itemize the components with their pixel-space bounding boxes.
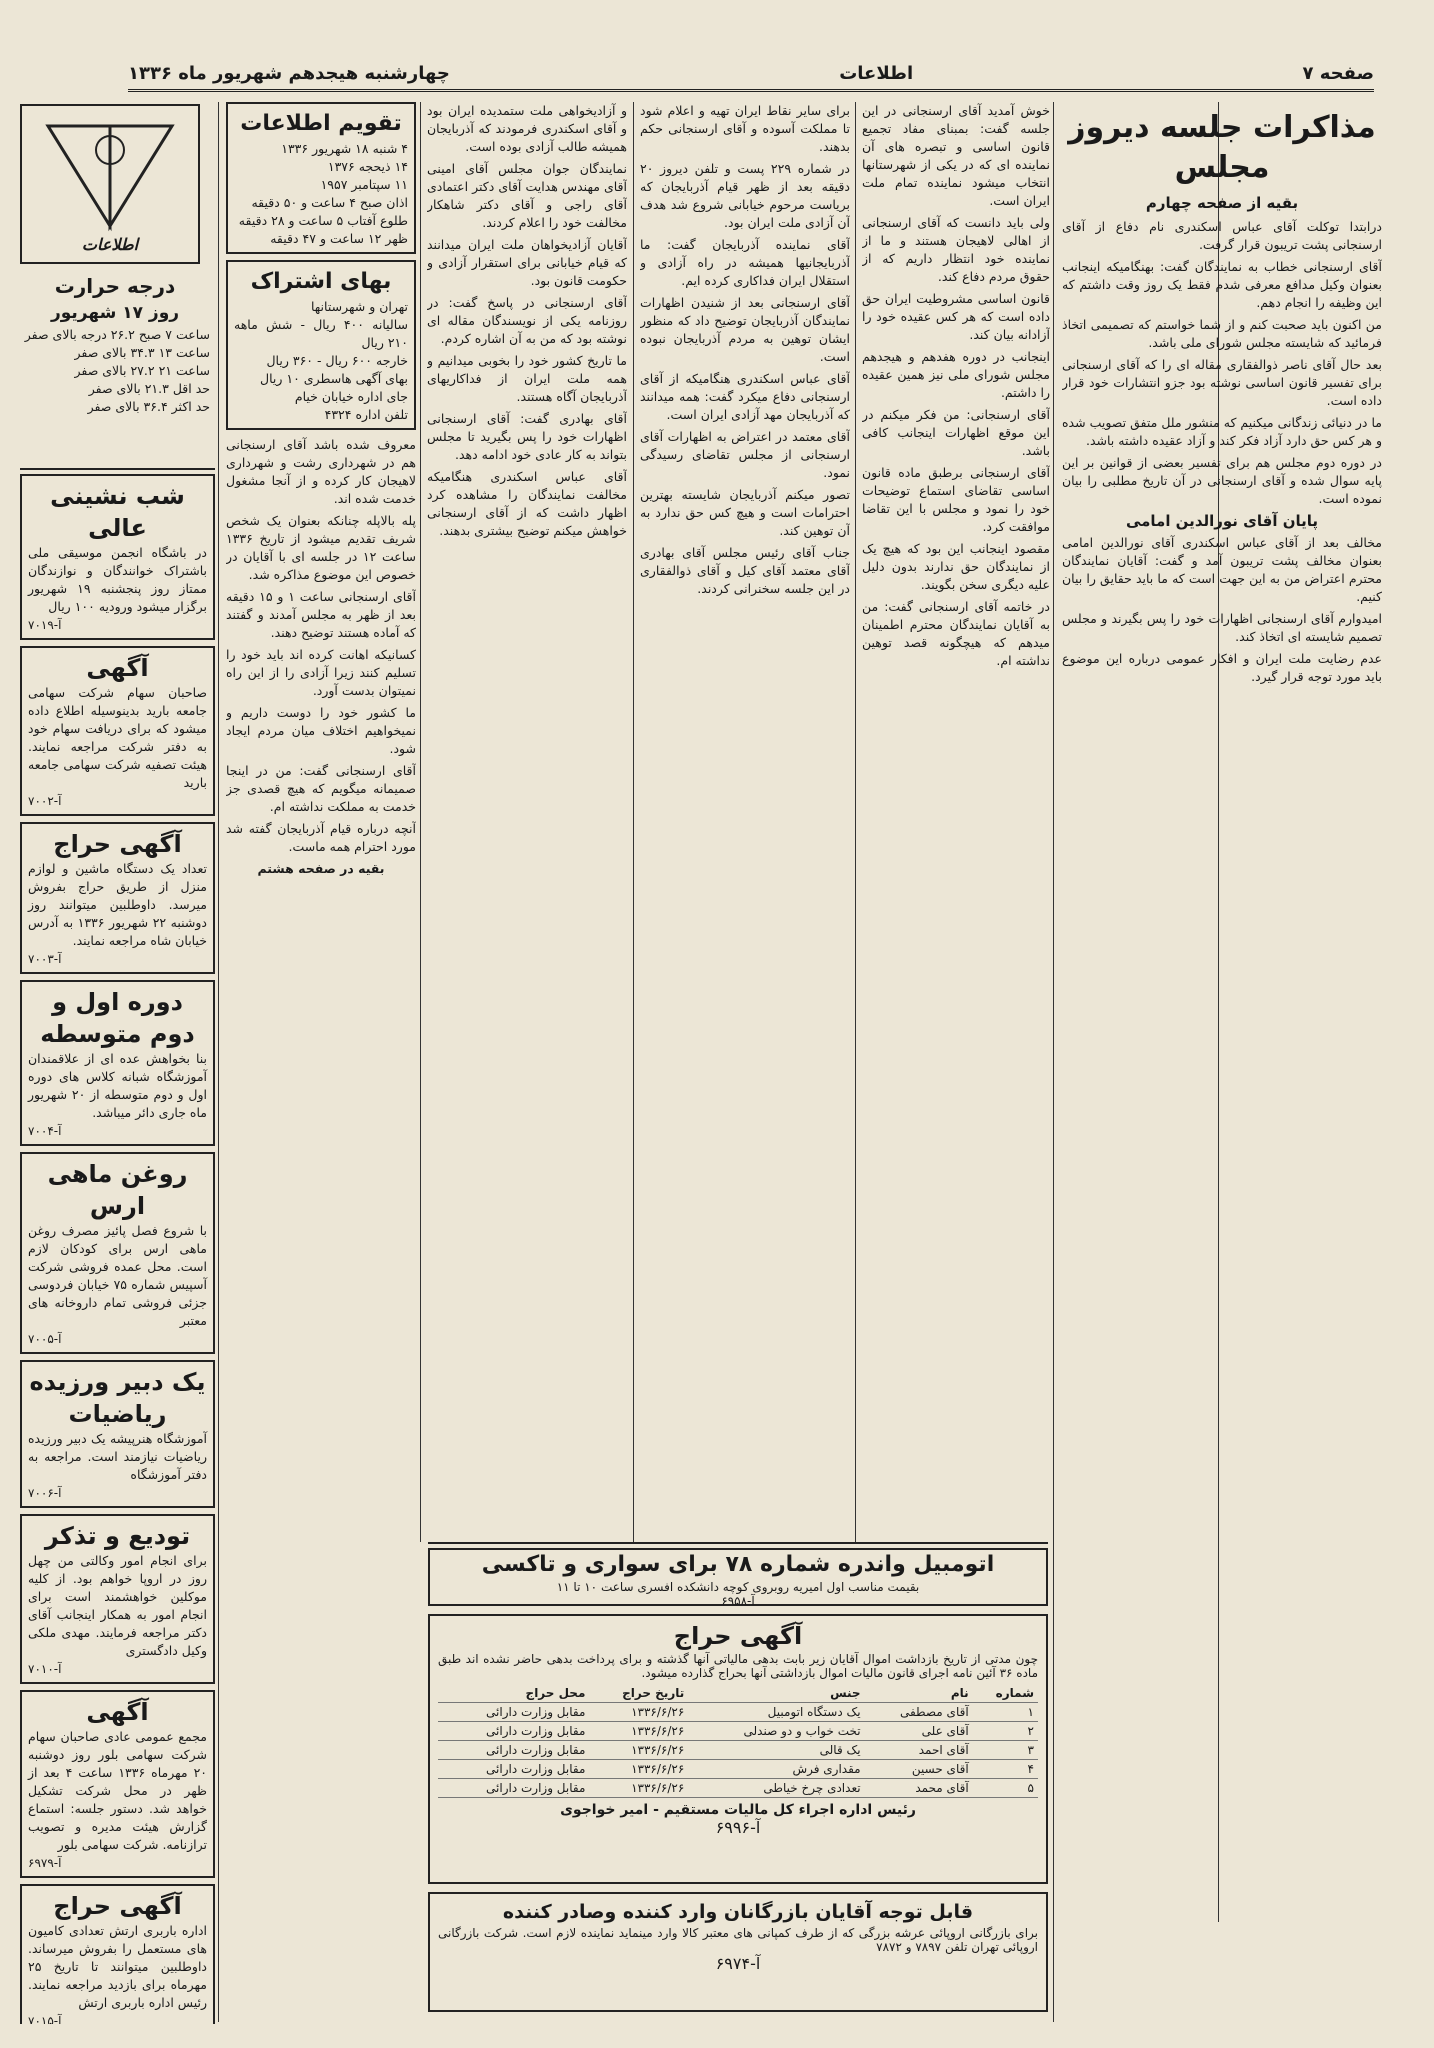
paragraph: تصور میکنم آذربایجان شایسته بهترین احترامات است و هیچ کس حق ندارد به آن توهین کند. [640,487,850,538]
table-cell: ۱۳۳۶/۶/۲۶ [589,1722,688,1741]
auction-intro: چون مدتی از تاریخ بازداشت اموال آقایان زیر بابت بدهی مالیاتی آنها گذشته و برای پرداخت بدهی حاضر نشده اند طبق ماده ۳۶ آئین نامه اجرای قانون مالیات اموال بازداشتی آنها بحراج گذارده میشود. [438,1652,1038,1680]
paragraph: کسانیکه اهانت کرده اند باید خود را تسلیم کنند زیرا آزادی را از این راه نمیتوان بدست آورد. [226,647,416,698]
table-cell: آقای علی [865,1722,973,1741]
column-header: تاریخ حراج [589,1684,688,1703]
subscription-title: بهای اشتراک [250,269,392,294]
paragraph: آقایان آزادیخواهان ملت ایران میدانند که قیام خیابانی برای استقرار آزادی و حکومت قانون بود. [427,237,627,288]
paragraph: قانون اساسی مشروطیت ایران حق داده است که هر کس عقیده خود را آزادانه بیان کند. [862,291,1050,342]
paragraph: آقای ارسنجانی در پاسخ گفت: در روزنامه یکی از نویسندگان مقاله ای نوشته بود که من به آن اشاره کردم. [427,295,627,346]
paragraph: در شماره ۲۲۹ پست و تلفن دیروز ۲۰ دقیقه بعد از ظهر قیام آذربایجان که بریاست مرحوم خیابانی شروع شد هدف آن آزادی ملت ایران بود. [640,161,850,230]
column-header: جنس [688,1684,864,1703]
paragraph: عدم رضایت ملت ایران و افکار عمومی درباره این موضوع باید مورد توجه قرار گیرد. [1062,651,1382,684]
paper-name: اطلاعات [839,63,914,84]
temperature-title: درجه حرارت [54,274,176,298]
paragraph: در دوره دوم مجلس هم برای تفسیر بعضی از قوانین بر این پایه سوال شده و آقای ارسنجانی در آن تاریخ مطلبی را بیان نموده است. [1062,455,1382,506]
banner-title: اتومبیل واندره شماره ۷۸ برای سواری و تاکسی [481,1552,995,1577]
calendar-box [226,102,416,254]
ad-title: یک دبیر ورزیده ریاضیات [29,1368,206,1428]
column-header: نام [865,1684,973,1703]
ad-body: با شروع فصل پائیز مصرف روغن ماهی ارس برای کودکان لازم است. محل عمده فروشی شرکت آسپیس شماره ۷۵ خیابان فردوسی جزئی فروشی تمام داروخانه های معتبر [28,1223,207,1328]
divider [428,1542,1048,1544]
paragraph: ولی باید دانست که آقای ارسنجانی از اهالی لاهیجان هستند و ما از نماینده خود انتظار داریم که از حقوق مردم دفاع کند. [862,215,1050,284]
ad-code: آ-۷۰۱۹ [28,618,62,632]
column-rule [855,102,856,1542]
article-column-4 [427,102,627,1542]
article-column-5 [226,102,416,1542]
table-row [438,1722,1038,1741]
paragraph: پله بالاپله چنانکه بعنوان یک شخص شریف تقدیم میشود از تاریخ ۱۳۳۶ ساعت ۱۲ در جلسه ای با آقایان در خصوص این موضوع مذاکره شد. [226,513,416,582]
table-cell: مقابل وزارت دارائی [438,1760,589,1779]
calendar-row: ۴ شنبه ۱۸ شهریور ۱۳۳۶ [281,141,408,156]
table-cell: ۳ [973,1741,1038,1760]
ad-body: در باشگاه انجمن موسیقی ملی باشتراک خوانندگان و نوازندگان ممتاز روز پنجشنبه ۱۹ شهریور برگزار میشود ورودیه ۱۰۰ ریال [28,545,207,614]
ad-block [20,1514,215,1684]
ad-title: روغن ماهی ارس [47,1160,188,1220]
subscription-box [226,260,416,430]
paragraph: درابتدا توکلت آقای عباس اسکندری نام دفاع از آقای ارسنجانی پشت تریبون قرار گرفت. [1062,219,1382,252]
column-rule [420,102,421,1542]
temperature-row: ساعت ۱۳ ۳۴.۳ بالای صفر [74,345,210,360]
main-article [1062,102,1382,2022]
temperature-row: ساعت ۷ صبح ۲۶.۲ درجه بالای صفر [24,327,210,342]
calendar-row: طلوع آفتاب ۵ ساعت و ۲۸ دقیقه [238,213,408,228]
ad-body: بنا بخواهش عده ای از علاقمندان آموزشگاه شبانه کلاس های دوره اول و دوم متوسطه از ۲۰ شهریور ماه جاری دائر میباشد. [28,1051,207,1120]
table-cell: ۱ [973,1703,1038,1722]
paragraph: ما در دنیائی زندگانی میکنیم که منشور ملل متفق تصویب شده و هر کس حق دارد آزاد فکر کند و آزاد عقیده داشته باشد. [1062,415,1382,448]
table-cell: یک دستگاه اتومبیل [688,1703,864,1722]
paragraph: مقصود اینجانب این بود که هیچ یک از نمایندگان حق ندارند بدون دلیل علیه دیگری سخن بگویند. [862,541,1050,592]
ad-code: آ-۷۰۰۳ [28,952,62,966]
paragraph: آقای ارسنجانی گفت: من در اینجا صمیمانه میگویم که هیچ قصدی جز خدمت به مملکت نداشته ام. [226,763,416,814]
merchant-notice [428,1892,1048,2012]
column-header: محل حراج [438,1684,589,1703]
table-cell: ۴ [973,1760,1038,1779]
paragraph: ما کشور خود را دوست داریم و نمیخواهیم اختلاف میان مردم ایجاد شود. [226,705,416,756]
ad-title: آگهی حراج [53,830,182,858]
ad-block [20,1690,215,1878]
paragraph: ما تاریخ کشور خود را بخوبی میدانیم و همه ملت ایران از فداکاریهای آذربایجان آگاه هستند. [427,353,627,404]
ad-block [20,1884,215,2024]
table-cell: ۱۳۳۶/۶/۲۶ [589,1741,688,1760]
table-cell: ۲ [973,1722,1038,1741]
temperature-row: حد اقل ۲۱.۳ بالای صفر [88,381,210,396]
divider [20,468,215,470]
ad-block [20,1152,215,1354]
article-headline: مذاکرات جلسه دیروز مجلس [1068,110,1376,185]
subscription-line: بهای آگهی هاسطری ۱۰ ریال [260,371,408,386]
ad-code: آ-۷۰۱۵ [28,2014,62,2024]
column-rule [633,102,634,1542]
ad-title: شب نشینی عالی [50,482,185,542]
page-label: صفحه ۷ [1302,63,1374,84]
ad-block [20,822,215,974]
masthead [128,58,1374,92]
auction-notice [428,1614,1048,1884]
table-cell: ۱۳۳۶/۶/۲۶ [589,1760,688,1779]
ad-code: آ-۷۰۱۰ [28,1662,62,1676]
table-cell: مقابل وزارت دارائی [438,1779,589,1798]
ad-block [20,1360,215,1508]
column-header: شماره [973,1684,1038,1703]
paragraph: آقای ارسنجانی بعد از شنیدن اظهارات نمایندگان آذربایجان توضیح داد که منظور ایشان توهین به مردم آذربایجان نبوده است. [640,295,850,364]
banner-code: آ-۶۹۵۸ [721,1594,755,1608]
temperature-row: ساعت ۲۱ ۲۷.۲ بالای صفر [74,363,210,378]
paragraph: و آزادیخواهی ملت ستمدیده ایران بود و آقای اسکندری فرمودند که آذربایجان همیشه طالب آزادی بوده است. [427,103,627,154]
table-row [438,1760,1038,1779]
column-rule [218,102,219,2022]
banner-sub: بقیمت مناسب اول امیریه روبروی کوچه دانشکده افسری ساعت ۱۰ تا ۱۱ [556,1580,920,1594]
ad-title: تودیع و تذکر [44,1522,191,1550]
paragraph: مخالف بعد از آقای عباس اسکندری آقای نورالدین امامی بعنوان مخالف پشت تریبون آمد و گفت: آقایان نمایندگان محترم اعتراض من به این جهت است که ما باید حقایق را بیان کنیم. [1062,535,1382,604]
table-cell: تعدادی چرخ خیاطی [688,1779,864,1798]
ad-title: آگهی [86,1698,149,1726]
ads-column [20,474,215,2024]
ad-body: مجمع عمومی عادی صاحبان سهام شرکت سهامی بلور روز دوشنبه ۲۰ مهرماه ۱۳۳۶ ساعت ۴ بعد از ظهر در محل شرکت تشکیل خواهد شد. دستور جلسه: استماع گزارش هیئت مدیره و تصویب ترازنامه. شرکت سهامی بلور [28,1729,208,1852]
ad-code: آ-۷۰۰۵ [28,1332,62,1346]
newspaper-logo [20,104,200,264]
table-header-row [438,1684,1038,1703]
section-heading: پایان آقای نورالدین امامی [1125,512,1319,530]
auction-title: آگهی حراج [673,1622,803,1650]
paragraph: آقای بهادری گفت: آقای ارسنجانی اظهارات خود را پس بگیرید تا مجلس بتواند به کار عادی خود ادامه دهد. [427,411,627,462]
paragraph: من اکنون باید صحبت کنم و از شما خواستم که تصمیمی اتخاذ فرمائید که شایسته مجلس شورای ملی باشد. [1062,317,1382,350]
subscription-line: سالیانه ۴۰۰ ریال - شش ماهه ۲۱۰ ریال [234,317,408,350]
paragraph: خوش آمدید آقای ارسنجانی در این جلسه گفت: بمبنای مفاد تجمیع قانون اساسی و تبصره های آن نماینده ای که در یکی از شهرستانها انتخاب میشود نماینده تمام ملت ایران است. [862,103,1050,208]
notice-code: آ-۶۹۷۴ [715,1954,761,1973]
subscription-line: تلفن اداره ۴۳۲۴ [324,407,408,422]
ad-block [20,474,215,640]
ad-title: دوره اول و دوم متوسطه [40,988,195,1048]
subscription-line: جای اداره خیابان خیام [294,389,408,404]
ad-body: تعداد یک دستگاه ماشین و لوازم منزل از طریق حراج بفروش میرسد. داوطلبین میتوانند روز دوشنبه ۲۲ شهریور ۱۳۳۶ به آدرس خیابان شاه مراجعه نمایند. [28,861,207,948]
table-cell: آقای احمد [865,1741,973,1760]
logo-text: اطلاعات [81,235,139,254]
notice-title: قابل توجه آقایان بازرگانان وارد کننده وصادر کننده [502,1901,974,1923]
ad-body: صاحبان سهام شرکت سهامی جامعه بارید بدینوسیله اطلاع داده میشود که برای دریافت سهام خود به دفتر شرکت مراجعه نمایند. هیئت تصفیه شرکت سهامی جامعه بارید [28,685,207,790]
temperature-box [20,272,210,462]
calendar-title: تقویم اطلاعات [240,111,402,136]
ad-code: آ-۷۰۰۴ [28,1124,62,1138]
paragraph: آقای نماینده آذربایجان گفت: ما آذربایجانیها همیشه در راه آزادی و استقلال ایران فداکاری کرده ایم. [640,237,850,288]
table-cell: ۱۳۳۶/۶/۲۶ [589,1779,688,1798]
date-line: چهارشنبه هیجدهم شهریور ماه ۱۳۳۶ [128,63,450,84]
paragraph: در خاتمه آقای ارسنجانی گفت: من به آقایان نمایندگان محترم اطمینان میدهم که هیچگونه قصد توهین نداشته ام. [862,599,1050,668]
paragraph: آقای ارسنجانی برطبق ماده قانون اساسی تقاضای استماع توضیحات خود را نمود و مجلس با این تقاضا موافقت کرد. [862,465,1050,534]
subscription-line: تهران و شهرستانها [310,299,408,314]
paragraph: آقای عباس اسکندری هنگامیکه از آقای ارسنجانی دفاع میکرد گفت: همه میدانند که آذربایجان مهد آزادی ایران است. [640,371,850,422]
ad-title: آگهی [86,654,149,682]
ad-block [20,980,215,1146]
paragraph: آقای ارسنجانی خطاب به نمایندگان گفت: بهنگامیکه اینجانب بعنوان وکیل مدافع معرفی شدم فقط یک روز وقت داشتم که این وظیفه را انجام دهم. [1062,259,1382,310]
table-cell: مقابل وزارت دارائی [438,1703,589,1722]
ad-block [20,646,215,816]
article-column-2 [862,102,1050,1542]
paragraph: جناب آقای رئیس مجلس آقای بهادری آقای معتمد آقای کیل و آقای ذوالفقاری در این جلسه سخنرانی کردند. [640,545,850,596]
auction-table [438,1684,1038,1798]
table-row [438,1741,1038,1760]
paragraph: بعد حال آقای ناصر ذوالفقاری مقاله ای را که آقای ارسنجانی برای تفسیر قانون اساسی نوشته بود جزو انتشارات خود قرار داده است. [1062,357,1382,408]
table-cell: مقداری فرش [688,1760,864,1779]
table-row [438,1703,1038,1722]
calendar-row: ۱۱ سپتامبر ۱۹۵۷ [320,177,408,192]
table-cell: تخت خواب و دو صندلی [688,1722,864,1741]
subscription-line: خارجه ۶۰۰ ریال - ۳۶۰ ریال [266,353,408,368]
table-cell: مقابل وزارت دارائی [438,1741,589,1760]
auction-code: آ-۶۹۹۶ [715,1818,761,1837]
paragraph: معروف شده باشد آقای ارسنجانی هم در شهرداری رشت و شهرداری لاهیجان کار کرده و از آنجا مشغول خدمت شده اند. [226,437,416,506]
taxi-banner [428,1548,1048,1606]
ad-body: اداره باربری ارتش تعدادی کامیون های مستعمل را بفروش میرساند. داوطلبین میتوانند تا تاریخ ۲۵ مهرماه برای بازدید مراجعه نمایند. رئیس اداره باربری ارتش [28,1923,207,2010]
calendar-row: ظهر ۱۲ ساعت و ۴۷ دقیقه [270,231,408,246]
article-column-3 [640,102,850,1542]
table-cell: آقای مصطفی [865,1703,973,1722]
paragraph: آقای ارسنجانی: من فکر میکنم در این موقع اظهارات اینجانب کافی باشد. [862,407,1050,458]
ad-code: آ-۷۰۰۲ [28,794,62,808]
auction-footer: رئیس اداره اجراء کل مالیات مستقیم - امیر خواجوی [560,1802,916,1818]
table-row [438,1779,1038,1798]
table-cell: آقای حسین [865,1760,973,1779]
calendar-row: ۱۴ ذیحجه ۱۳۷۶ [327,159,408,174]
paragraph: آنچه درباره قیام آذربایجان گفته شد مورد احترام همه ماست. [226,821,416,854]
paragraph: اینجانب در دوره هفدهم و هیجدهم مجلس شورای ملی نیز همین عقیده را داشتم. [862,349,1050,400]
notice-body: برای بازرگانی اروپائی عرشه بزرگی که از طرف کمپانی های معتبر کالا وارد مینماید نماینده لازم است. شرکت بازرگانی اروپائی تهران تلفن ۷۸۹۷ و ۷۸۷۲ [438,1926,1038,1954]
ad-title: آگهی حراج [53,1892,182,1920]
table-cell: آقای محمد [865,1779,973,1798]
table-cell: یک قالی [688,1741,864,1760]
paragraph: آقای معتمد در اعتراض به اظهارات آقای ارسنجانی از مجلس تقاضای رسیدگی نمود. [640,429,850,480]
calendar-row: اذان صبح ۴ ساعت و ۵۰ دقیقه [251,195,408,210]
ad-code: آ-۶۹۷۹ [28,1856,62,1870]
temperature-subtitle: روز ۱۷ شهریور [50,303,180,323]
paragraph: آقای ارسنجانی ساعت ۱ و ۱۵ دقیقه بعد از ظهر به مجلس آمدند و گفتند که آماده هستند توضیح دهند. [226,589,416,640]
ad-body: برای انجام امور وکالتی من چهل روز در اروپا خواهم بود. از کلیه موکلین خواهشمند است برای انجام امور به همکار اینجانب آقای دکتر مراجعه فرمایند. مهدی ملکی وکیل دادگستری [28,1553,207,1658]
temperature-row: حد اکثر ۳۶.۴ بالای صفر [87,399,210,414]
ad-code: آ-۷۰۰۶ [28,1486,62,1500]
paragraph: برای سایر نقاط ایران تهیه و اعلام شود تا مملکت آسوده و آقای ارسنجانی حکم بدهند. [640,103,850,154]
table-cell: ۱۳۳۶/۶/۲۶ [589,1703,688,1722]
table-cell: ۵ [973,1779,1038,1798]
continued-note: بقیه در صفحه هشتم [257,861,385,876]
paragraph: نمایندگان جوان مجلس آقای امینی آقای مهندس هدایت آقای دکتر اعتمادی آقای راجی و آقای دکتر شاهکار مخالفت خود را اعلام کردند. [427,161,627,230]
article-subhead: بقیه از صفحه چهارم [1145,194,1299,212]
paragraph: امیدوارم آقای ارسنجانی اظهارات خود را پس بگیرند و مجلس تصمیم شایسته ای اتخاذ کند. [1062,611,1382,644]
column-rule [1053,102,1054,2022]
ad-body: آموزشگاه هنرپیشه یک دبیر ورزیده ریاضیات نیازمند است. مراجعه به دفتر آموزشگاه [28,1431,207,1482]
table-cell: مقابل وزارت دارائی [438,1722,589,1741]
paragraph: آقای عباس اسکندری هنگامیکه مخالفت نمایندگان را مشاهده کرد اظهار داشت که از آقای ارسنجانی خواهش میکنم توضیح بیشتری بدهند. [427,469,627,538]
